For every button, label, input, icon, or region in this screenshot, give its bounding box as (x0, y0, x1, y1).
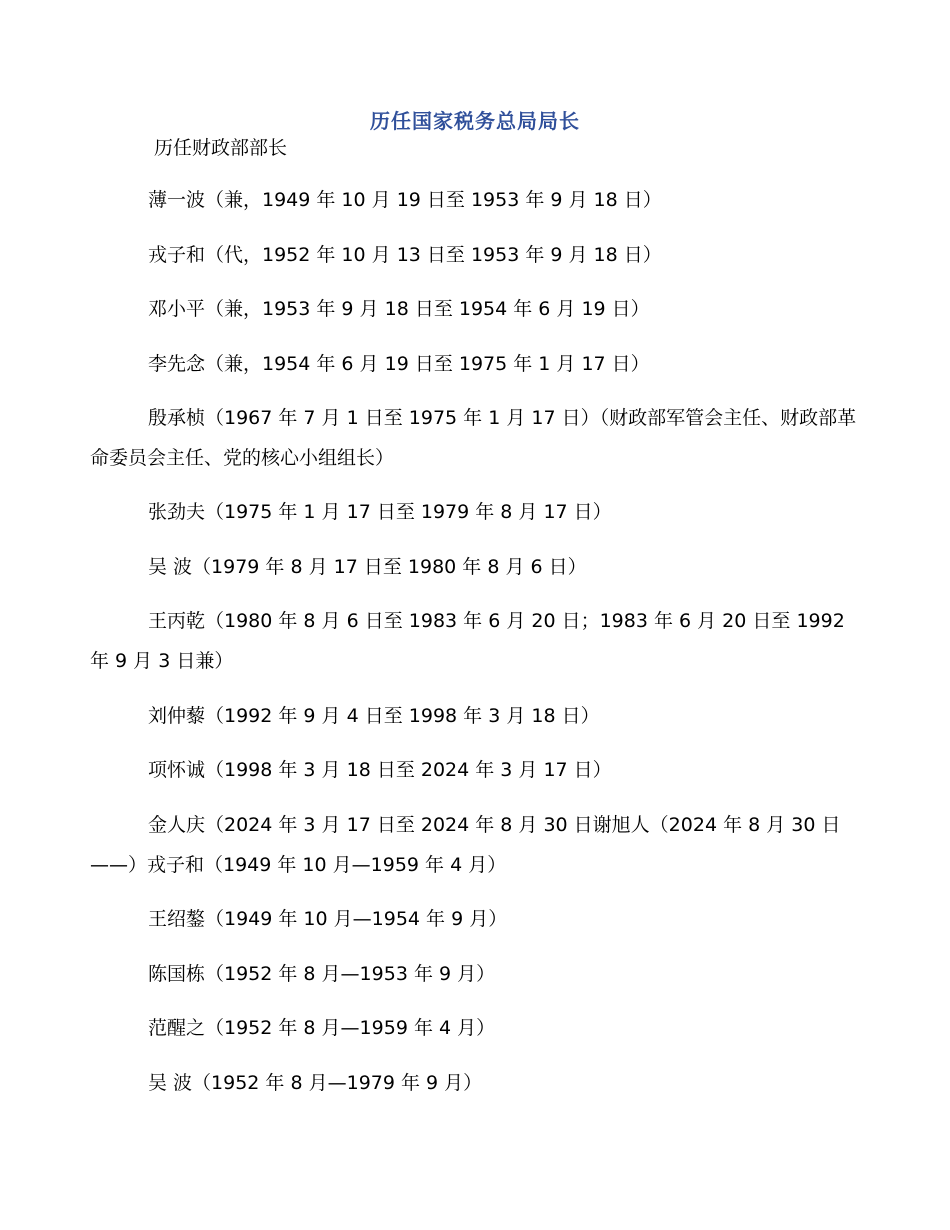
entry-li-xiannian: 李先念（兼，1954 年 6 月 19 日至 1975 年 1 月 17 日） (148, 353, 650, 375)
entry-chen-guodong: 陈国栋（1952 年 8 月—1953 年 9 月） (148, 963, 496, 985)
entry-deng-xiaoping: 邓小平（兼，1953 年 9 月 18 日至 1954 年 6 月 19 日） (148, 298, 650, 320)
entry-wang-shaoao: 王绍鏊（1949 年 10 月—1954 年 9 月） (148, 908, 508, 930)
entry-rong-zihe-acting: 戎子和（代，1952 年 10 月 13 日至 1953 年 9 月 18 日） (148, 244, 662, 266)
document-title: 历任国家税务总局局长 (370, 109, 580, 133)
entry-bo-yibo: 薄一波（兼，1949 年 10 月 19 日至 1953 年 9 月 18 日） (148, 189, 662, 211)
entry-xiang-huaicheng: 项怀诚（1998 年 3 月 18 日至 2024 年 3 月 17 日） (148, 759, 612, 781)
entry-jin-renqing: 金人庆（2024 年 3 月 17 日至 2024 年 8 月 30 日谢旭人（2024 年 8 月 30 日——）戎子和（1949 年 10 月—1959 年 4 月） (90, 814, 841, 876)
entry-fan-xingzhi: 范醒之（1952 年 8 月—1959 年 4 月） (148, 1017, 496, 1039)
entry-wang-bingqian: 王丙乾（1980 年 8 月 6 日至 1983 年 6 月 20 日；1983 年 6 月 20 日至 1992 年 9 月 3 日兼） (90, 610, 845, 672)
entry-zhang-jinfu: 张劲夫（1975 年 1 月 17 日至 1979 年 8 月 17 日） (148, 501, 612, 523)
entry-yin-chengzhen: 殷承桢（1967 年 7 月 1 日至 1975 年 1 月 17 日）（财政部军管会主任、财政部革命委员会主任、党的核心小组组长） (90, 407, 857, 469)
entry-wu-bo-deputy: 吴 波（1952 年 8 月—1979 年 9 月） (148, 1072, 483, 1094)
section-subheading: 历任财政部部长 (154, 137, 288, 159)
entry-liu-zhongli: 刘仲藜（1992 年 9 月 4 日至 1998 年 3 月 18 日） (148, 705, 600, 727)
entry-wu-bo: 吴 波（1979 年 8 月 17 日至 1980 年 8 月 6 日） (148, 556, 587, 578)
